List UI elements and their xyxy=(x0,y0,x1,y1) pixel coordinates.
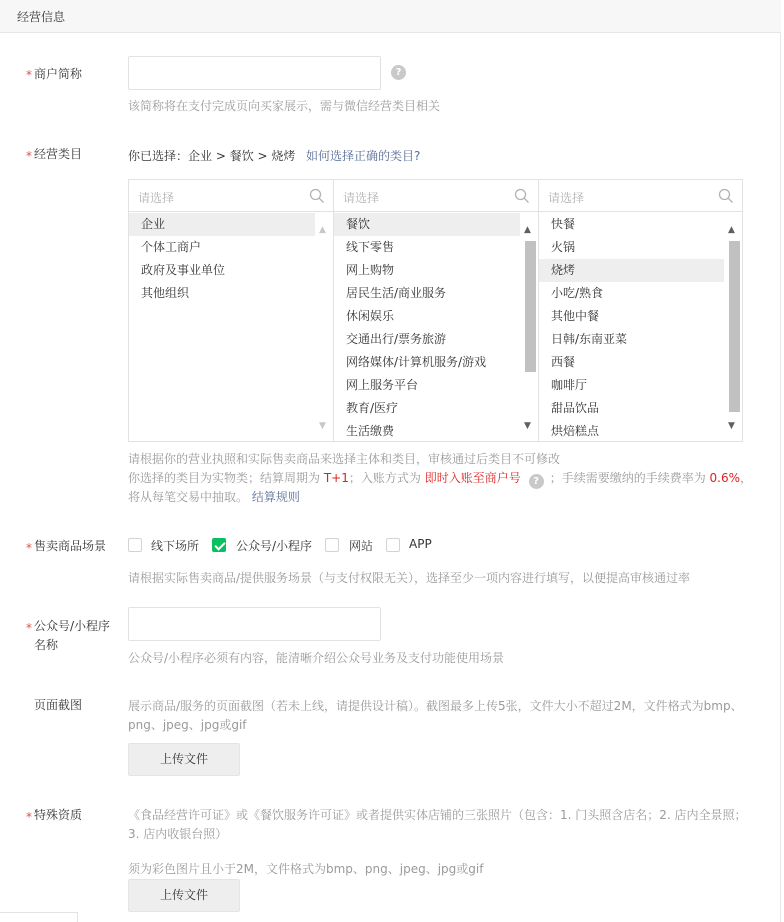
scrollbar[interactable] xyxy=(521,213,538,441)
upload-screenshot-button[interactable]: 上传文件 xyxy=(128,743,240,776)
qualification-hint-2: 3. 店内收银台照） xyxy=(128,827,228,841)
category-column-1[interactable] xyxy=(128,179,334,442)
category-item[interactable]: 咖啡厅 xyxy=(551,378,588,392)
category-item[interactable]: 火锅 xyxy=(551,240,576,254)
category-column-2[interactable] xyxy=(333,179,539,442)
category-item[interactable]: 烘焙糕点 xyxy=(551,424,600,438)
merchant-name-label: 商户简称 xyxy=(34,67,83,81)
scenes-label: 售卖商品场景 xyxy=(34,539,107,553)
checkbox-official-account[interactable] xyxy=(212,538,226,552)
scrollbar[interactable] xyxy=(316,213,333,441)
screenshot-hint-2: png、jpeg、jpg或gif xyxy=(128,718,247,732)
section-header xyxy=(0,0,781,33)
category-item[interactable]: 教育/医疗 xyxy=(346,401,399,415)
checkbox-label: APP xyxy=(409,537,432,551)
required-mark: * xyxy=(26,621,32,635)
upload-qualification-button[interactable]: 上传文件 xyxy=(128,879,240,912)
category-item[interactable]: 个体工商户 xyxy=(141,240,202,254)
category-item[interactable]: 甜品饮品 xyxy=(551,401,600,415)
settlement-note: 你选择的类目为实物类；结算周期为 T+1；入账方式为 即时入账至商户号 ? ；手续需要缴纳的手续费率为 0.6%， xyxy=(128,471,753,487)
search-icon xyxy=(718,188,734,204)
scenes-hint: 请根据实际售卖商品/提供服务场景（与支付权限无关），选择至少一项内容进行填写，以便提高审核通过率 xyxy=(128,571,691,585)
category-item[interactable]: 餐饮 xyxy=(334,213,520,236)
category-note: 请根据你的营业执照和实际售卖商品来选择主体和类目，审核通过后类目不可修改 xyxy=(128,452,561,466)
category-item[interactable]: 小吃/熟食 xyxy=(551,286,604,300)
section-title: 经营信息 xyxy=(17,10,66,24)
selected-category: 你已选择：企业 > 餐饮 > 烧烤 xyxy=(128,149,296,163)
mp-name-label: 公众号/小程序 xyxy=(34,619,111,633)
category-help-link[interactable]: 如何选择正确的类目? xyxy=(306,149,421,163)
checkbox-label: 线下场所 xyxy=(151,539,200,553)
search-icon xyxy=(514,188,530,204)
category-item[interactable]: 其他组织 xyxy=(141,286,190,300)
category-item[interactable]: 居民生活/商业服务 xyxy=(346,286,447,300)
category-item[interactable]: 线下零售 xyxy=(346,240,395,254)
checkbox-label: 网站 xyxy=(349,539,374,553)
qualification-hint-3: 须为彩色图片且小于2M，文件格式为bmp、png、jpeg、jpg或gif xyxy=(128,862,484,876)
merchant-name-hint: 该简称将在支付完成页向买家展示，需与微信经营类目相关 xyxy=(128,99,441,113)
required-mark: * xyxy=(26,810,32,824)
qualification-hint: 《食品经营许可证》或《餐饮服务许可证》或者提供实体店铺的三张照片（包含：1. 门头照含店名；2. 店内全景照； xyxy=(128,808,747,822)
category-search-3[interactable] xyxy=(539,180,742,212)
category-item[interactable]: 政府及事业单位 xyxy=(141,263,226,277)
category-search-1[interactable] xyxy=(129,180,333,212)
scrollbar[interactable] xyxy=(725,213,742,441)
checkbox-app[interactable] xyxy=(386,538,400,552)
category-item[interactable]: 企业 xyxy=(129,213,315,236)
scroll-up-icon[interactable]: ▲ xyxy=(319,225,326,235)
category-item[interactable]: 网络媒体/计算机服务/游戏 xyxy=(346,355,487,369)
required-mark: * xyxy=(26,541,32,555)
category-item[interactable]: 生活缴费 xyxy=(346,424,395,438)
required-mark: * xyxy=(26,68,32,82)
required-mark: * xyxy=(26,149,32,163)
merchant-name-input[interactable] xyxy=(128,56,381,90)
search-placeholder: 请选择 xyxy=(138,191,175,205)
category-item[interactable]: 交通出行/票务旅游 xyxy=(346,332,447,346)
frame-border xyxy=(780,33,781,922)
scroll-thumb[interactable] xyxy=(729,241,740,412)
category-item[interactable]: 日韩/东南亚菜 xyxy=(551,332,628,346)
question-icon[interactable]: ? xyxy=(391,65,406,80)
checkbox-offline[interactable] xyxy=(128,538,142,552)
bottom-left-border xyxy=(0,912,78,922)
scroll-thumb[interactable] xyxy=(525,241,536,372)
scroll-down-icon[interactable]: ▼ xyxy=(319,421,326,431)
category-item[interactable]: 网上购物 xyxy=(346,263,395,277)
category-item[interactable]: 其他中餐 xyxy=(551,309,600,323)
search-placeholder: 请选择 xyxy=(548,191,585,205)
category-item[interactable]: 西餐 xyxy=(551,355,576,369)
category-item[interactable]: 休闲娱乐 xyxy=(346,309,395,323)
settlement-rules-link[interactable]: 结算规则 xyxy=(251,490,300,504)
category-item[interactable]: 烧烤 xyxy=(539,259,724,282)
scroll-down-icon[interactable]: ▼ xyxy=(524,421,531,431)
checkbox-website[interactable] xyxy=(325,538,339,552)
category-item[interactable]: 快餐 xyxy=(551,217,576,231)
scroll-down-icon[interactable]: ▼ xyxy=(728,421,735,431)
question-icon[interactable]: ? xyxy=(529,474,544,489)
screenshot-label: 页面截图 xyxy=(34,698,83,712)
scroll-up-icon[interactable]: ▲ xyxy=(524,225,531,235)
settlement-note-2: 将从每笔交易中抽取。 结算规则 xyxy=(128,490,300,504)
search-placeholder: 请选择 xyxy=(343,191,380,205)
scroll-up-icon[interactable]: ▲ xyxy=(728,225,735,235)
mp-name-input[interactable] xyxy=(128,607,381,641)
qualification-label: 特殊资质 xyxy=(34,808,83,822)
category-label: 经营类目 xyxy=(34,147,83,161)
search-icon xyxy=(309,188,325,204)
checkbox-label: 公众号/小程序 xyxy=(236,539,313,553)
mp-name-hint: 公众号/小程序必须有内容，能清晰介绍公众号业务及支付功能使用场景 xyxy=(128,651,505,665)
category-search-2[interactable] xyxy=(334,180,538,212)
mp-name-label-2: 名称 xyxy=(34,638,59,652)
category-column-3[interactable] xyxy=(538,179,743,442)
screenshot-hint: 展示商品/服务的页面截图（若未上线，请提供设计稿）。截图最多上传5张，文件大小不超过2M，文件格式为bmp、 xyxy=(128,699,743,713)
category-item[interactable]: 网上服务平台 xyxy=(346,378,419,392)
